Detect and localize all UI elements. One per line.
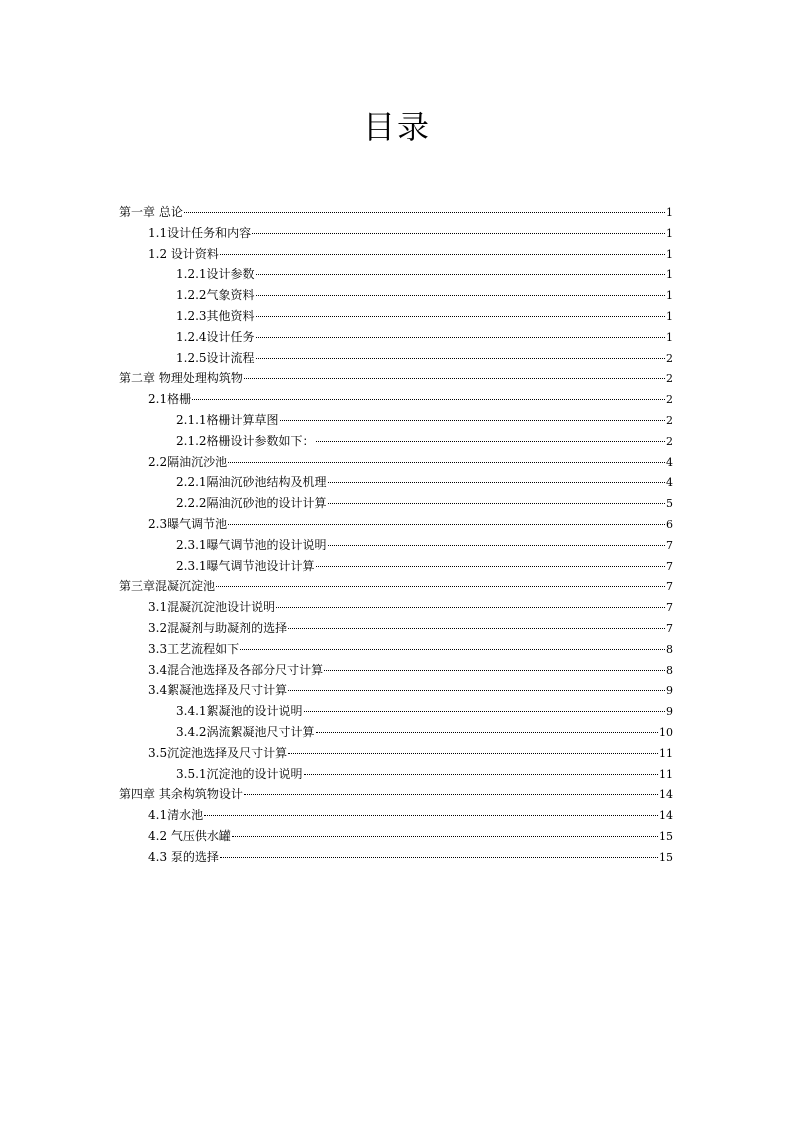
toc-entry-page-number: 7 [666,538,673,552]
toc-entry-page-number: 15 [659,850,673,864]
toc-entry-title: 2.1.1格栅计算草图 [176,412,279,427]
toc-entry-page-number: 9 [666,705,673,719]
toc-entry-title: 第四章 其余构筑物设计 [119,787,243,802]
toc-entry[interactable] [119,535,673,556]
toc-entry-page-number: 1 [666,330,673,344]
toc-entry-page-number: 7 [666,621,673,635]
toc-leader-dots [324,670,665,671]
toc-leader-dots [192,399,665,400]
toc-entry-title: 3.4.1絮凝池的设计说明 [176,704,303,719]
toc-entry[interactable] [119,327,673,348]
toc-entry-page-number: 2 [666,413,673,427]
toc-entry-page-number: 11 [659,767,673,781]
toc-entry[interactable] [119,764,673,785]
toc-entry[interactable] [119,306,673,327]
toc-leader-dots [244,378,665,379]
toc-entry-page-number: 1 [666,309,673,323]
toc-entry-title: 第三章混凝沉淀池 [119,579,216,594]
toc-entry-title: 3.5沉淀池选择及尺寸计算 [148,745,288,760]
toc-leader-dots [328,503,665,504]
toc-entry[interactable] [119,701,673,722]
toc-entry-title: 3.5.1沉淀池的设计说明 [176,766,303,781]
toc-entry-title: 3.3工艺流程如下 [148,641,240,656]
toc-leader-dots [228,462,665,463]
toc-entry-page-number: 1 [666,226,673,240]
toc-entry[interactable] [119,639,673,660]
toc-entry[interactable] [119,348,673,369]
toc-entry-page-number: 1 [666,289,673,303]
toc-entry-page-number: 7 [666,559,673,573]
toc-entry-page-number: 2 [666,434,673,448]
toc-entry-page-number: 8 [666,642,673,656]
toc-entry-page-number: 6 [666,517,673,531]
page-title: 目录 [362,108,431,146]
toc-entry[interactable] [119,784,673,805]
toc-entry[interactable] [119,285,673,306]
toc-entry-title: 2.3.1曝气调节池的设计说明 [176,537,327,552]
toc-entry-title: 2.2.2隔油沉砂池的设计计算 [176,496,327,511]
toc-entry[interactable] [119,722,673,743]
toc-entry-title: 3.2混凝剂与助凝剂的选择 [148,620,288,635]
toc-entry[interactable] [119,472,673,493]
toc-leader-dots [328,482,665,483]
toc-leader-dots [256,274,665,275]
toc-leader-dots [276,607,665,608]
toc-entry[interactable] [119,660,673,681]
toc-entry[interactable] [119,389,673,410]
toc-entry-title: 2.3.1曝气调节池设计计算 [176,558,315,573]
toc-entry[interactable] [119,680,673,701]
toc-leader-dots [228,524,665,525]
toc-entry-page-number: 10 [659,725,673,739]
toc-entry-title: 2.2.1隔油沉砂池结构及机理 [176,475,327,490]
toc-leader-dots [256,358,665,359]
toc-entry-title: 第一章 总论 [119,205,183,219]
toc-leader-dots [280,420,665,421]
toc-entry-page-number: 2 [666,351,673,365]
toc-entry-page-number: 4 [666,476,673,490]
toc-leader-dots [256,316,665,317]
toc-leader-dots [304,711,665,712]
toc-leader-dots [244,794,658,795]
toc-entry-title: 1.2.2气象资料 [176,288,255,303]
toc-leader-dots [288,753,658,754]
toc-entry-title: 4.1清水池 [148,808,204,823]
toc-entry-page-number: 2 [666,372,673,386]
toc-entry-page-number: 8 [666,663,673,677]
toc-leader-dots [252,233,665,234]
toc-entry[interactable] [119,431,673,452]
toc-entry-page-number: 1 [666,268,673,282]
toc-entry[interactable] [119,493,673,514]
toc-entry-title: 2.1.2格栅设计参数如下： [176,433,315,448]
toc-leader-dots [288,690,665,691]
toc-entry-title: 2.1格栅 [148,392,192,407]
table-of-contents [119,202,673,868]
toc-entry-page-number: 4 [666,455,673,469]
toc-entry-title: 3.1混凝沉淀池设计说明 [148,600,276,615]
toc-entry[interactable] [119,514,673,535]
toc-leader-dots [256,337,665,338]
toc-leader-dots [220,857,658,858]
toc-entry-title: 2.3曝气调节池 [148,516,228,531]
toc-entry-page-number: 1 [666,247,673,261]
toc-entry-title: 1.2 设计资料 [148,246,219,261]
toc-entry-title: 1.1设计任务和内容 [148,225,252,240]
toc-entry-page-number: 14 [659,788,673,802]
toc-entry-page-number: 2 [666,393,673,407]
toc-entry[interactable] [119,368,673,389]
toc-entry-page-number: 9 [666,684,673,698]
toc-entry[interactable] [119,410,673,431]
toc-leader-dots [316,566,665,567]
toc-leader-dots [316,441,665,442]
toc-entry-title: 1.2.3其他资料 [176,308,255,323]
toc-leader-dots [256,295,665,296]
toc-entry[interactable] [119,264,673,285]
toc-leader-dots [240,649,665,650]
toc-leader-dots [328,545,665,546]
toc-entry[interactable] [119,223,673,244]
toc-entry-page-number: 11 [659,746,673,760]
toc-entry[interactable] [119,597,673,618]
toc-entry[interactable] [119,826,673,847]
toc-entry[interactable] [119,244,673,265]
toc-entry[interactable] [119,576,673,597]
toc-entry-title: 4.2 气压供水罐 [148,828,231,843]
toc-entry-title: 1.2.1设计参数 [176,267,255,282]
toc-entry-title: 2.2隔油沉沙池 [148,454,228,469]
toc-entry-title: 4.3 泵的选择 [148,849,219,864]
toc-entry[interactable] [119,618,673,639]
toc-entry[interactable] [119,556,673,577]
toc-entry-page-number: 5 [666,497,673,511]
toc-leader-dots [204,815,658,816]
toc-leader-dots [232,836,658,837]
toc-entry-title: 1.2.4设计任务 [176,329,255,344]
toc-leader-dots [184,212,665,213]
toc-entry-title: 1.2.5设计流程 [176,350,255,365]
toc-leader-dots [304,774,658,775]
toc-entry-page-number: 1 [666,206,673,219]
toc-entry-title: 3.4混合池选择及各部分尺寸计算 [148,662,324,677]
toc-entry-page-number: 14 [659,809,673,823]
toc-entry-page-number: 15 [659,829,673,843]
toc-entry-page-number: 7 [666,601,673,615]
toc-entry[interactable] [119,452,673,473]
toc-entry-page-number: 7 [666,580,673,594]
toc-entry[interactable] [119,805,673,826]
toc-entry[interactable] [119,743,673,764]
toc-leader-dots [216,586,665,587]
toc-entry[interactable] [119,847,673,868]
toc-leader-dots [288,628,665,629]
toc-entry-title: 3.4.2涡流絮凝池尺寸计算 [176,724,315,739]
toc-leader-dots [220,254,665,255]
toc-entry-title: 第二章 物理处理构筑物 [119,371,243,386]
toc-leader-dots [316,732,658,733]
toc-entry-title: 3.4絮凝池选择及尺寸计算 [148,683,288,698]
toc-entry[interactable] [119,202,673,223]
